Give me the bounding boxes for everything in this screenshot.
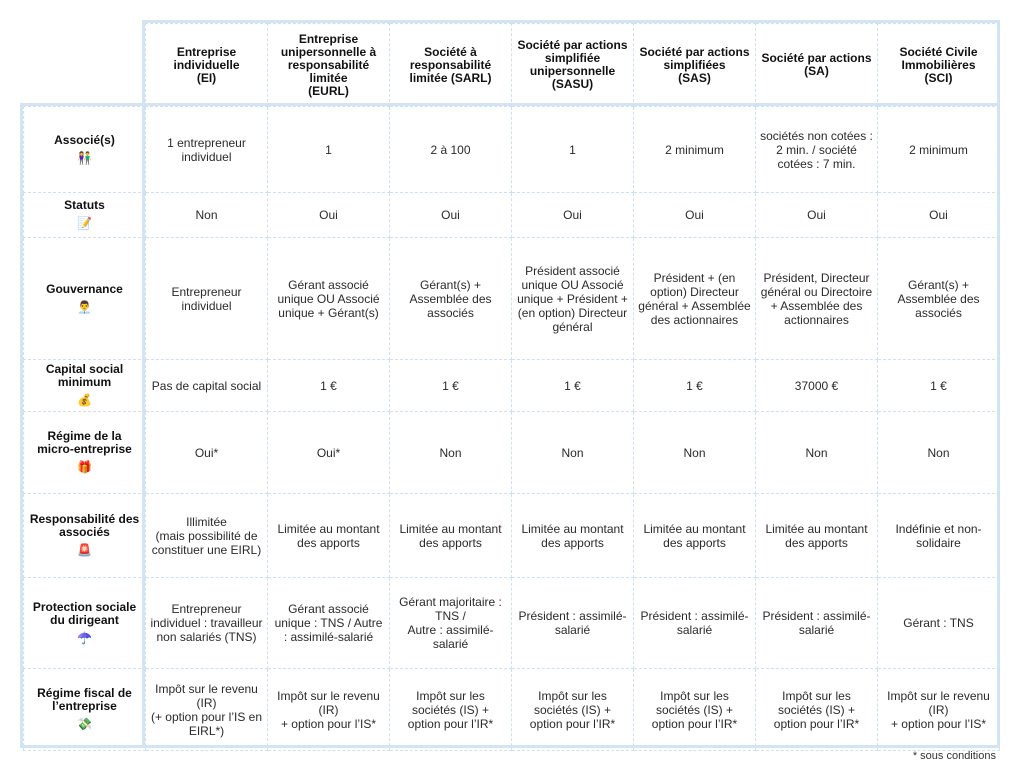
memo-icon: 📝 [77, 216, 92, 230]
cell-capital-social-sasu: 1 € [512, 360, 634, 412]
cell-micro-entreprise-sasu: Non [512, 412, 634, 494]
cell-associes-sci: 2 minimum [878, 107, 1000, 193]
cell-responsabilite-eurl: Limitée au montant des apports [268, 494, 390, 578]
cell-regime-fiscal-sas: Impôt sur les sociétés (IS) + option pour l’IR* [634, 669, 756, 751]
cell-regime-fiscal-eurl: Impôt sur le revenu (IR) + option pour l’IS* [268, 669, 390, 751]
row-label: Protection sociale du dirigeant [32, 599, 137, 627]
cell-responsabilite-sas: Limitée au montant des apports [634, 494, 756, 578]
corner-cell [24, 24, 146, 107]
row-label: Capital social minimum [45, 362, 124, 389]
cell-protection-sociale-sci: Gérant : TNS [878, 578, 1000, 669]
cell-associes-ei: 1 entrepreneur individuel [146, 107, 268, 193]
cell-regime-fiscal-sasu: Impôt sur les sociétés (IS) + option pour l’IR* [512, 669, 634, 751]
cell-associes-sasu: 1 [512, 107, 634, 193]
cell-micro-entreprise-sarl: Non [390, 412, 512, 494]
cell-capital-social-sas: 1 € [634, 360, 756, 412]
table-row-micro-entreprise [24, 412, 1000, 494]
header-row [24, 24, 1000, 107]
cell-responsabilite-sa: Limitée au montant des apports [756, 494, 878, 578]
cell-gouvernance-ei: Entrepreneur individuel [146, 238, 268, 360]
cell-protection-sociale-eurl: Gérant associé unique : TNS / Autre : assimilé-salarié [268, 578, 390, 669]
gift-icon: 🎁 [77, 460, 92, 474]
cell-gouvernance-eurl: Gérant associé unique OU Associé unique + Gérant(s) [268, 238, 390, 360]
cell-regime-fiscal-sci: Impôt sur le revenu (IR) + option pour l’IS* [878, 669, 1000, 751]
cell-associes-sarl: 2 à 100 [390, 107, 512, 193]
cell-statuts-sarl: Oui [390, 193, 512, 238]
cell-capital-social-sa: 37000 € [756, 360, 878, 412]
row-label: Statuts [64, 198, 105, 212]
cell-capital-social-eurl: 1 € [268, 360, 390, 412]
cell-associes-sas: 2 minimum [634, 107, 756, 193]
row-label: Gouvernance [46, 281, 123, 296]
table-row-responsabilite [24, 494, 1000, 578]
column-header-sa: Société par actions (SA) [756, 24, 878, 107]
cell-statuts-sas: Oui [634, 193, 756, 238]
column-header-ei: Entreprise individuelle (EI) [146, 24, 268, 107]
table-row-statuts [24, 193, 1000, 238]
row-header-responsabilite [24, 494, 146, 578]
cell-responsabilite-sasu: Limitée au montant des apports [512, 494, 634, 578]
row-label: Régime de la micro-entreprise [37, 429, 132, 456]
cell-gouvernance-sasu: Président associé unique OU Associé unique + Président + (en option) Directeur général [512, 238, 634, 360]
money-bag-icon: 💰 [77, 393, 92, 407]
footnote: * sous conditions [912, 750, 996, 762]
cell-protection-sociale-sasu: Président : assimilé-salarié [512, 578, 634, 669]
cell-gouvernance-sa: Président, Directeur général ou Directoire + Assemblée des actionnaires [756, 238, 878, 360]
cell-regime-fiscal-sarl: Impôt sur les sociétés (IS) + option pour l’IR* [390, 669, 512, 751]
row-header-associes [24, 107, 146, 193]
column-header-eurl: Entreprise unipersonnelle à responsabilité limitée (EURL) [268, 24, 390, 107]
cell-micro-entreprise-sci: Non [878, 412, 1000, 494]
row-label: Responsabilité des associés [29, 512, 140, 539]
cell-responsabilite-sarl: Limitée au montant des apports [390, 494, 512, 578]
column-header-sasu: Société par actions simplifiée unipersonnelle (SASU) [512, 24, 634, 107]
cell-associes-eurl: 1 [268, 107, 390, 193]
cell-gouvernance-sci: Gérant(s) + Assemblée des associés [878, 238, 1000, 360]
cell-associes-sa: sociétés non cotées : 2 min. / société cotées : 7 min. [756, 107, 878, 193]
cell-micro-entreprise-ei: Oui* [146, 412, 268, 494]
siren-icon: 🚨 [77, 543, 92, 557]
cell-responsabilite-sci: Indéfinie et non-solidaire [878, 494, 1000, 578]
row-label: Associé(s) [54, 132, 115, 147]
column-header-sci: Société Civile Immobilières (SCI) [878, 24, 1000, 107]
cell-regime-fiscal-ei: Impôt sur le revenu (IR) (+ option pour l’IS en EIRL*) [146, 669, 268, 751]
umbrella-icon: ☂️ [77, 630, 92, 645]
cell-protection-sociale-ei: Entrepreneur individuel : travailleur non salariés (TNS) [146, 578, 268, 669]
cell-micro-entreprise-sa: Non [756, 412, 878, 494]
table-row-regime-fiscal [24, 669, 1000, 751]
cell-statuts-eurl: Oui [268, 193, 390, 238]
cell-micro-entreprise-sas: Non [634, 412, 756, 494]
column-header-sarl: Société à responsabilité limitée (SARL) [390, 24, 512, 107]
table-row-gouvernance [24, 238, 1000, 360]
cell-capital-social-sarl: 1 € [390, 360, 512, 412]
table-row-associes [24, 107, 1000, 193]
row-header-micro-entreprise [24, 412, 146, 494]
cell-protection-sociale-sarl: Gérant majoritaire : TNS / Autre : assimilé-salarié [390, 578, 512, 669]
cell-regime-fiscal-sa: Impôt sur les sociétés (IS) + option pour l’IR* [756, 669, 878, 751]
cell-statuts-sci: Oui [878, 193, 1000, 238]
table-row-protection-sociale [24, 578, 1000, 669]
cell-gouvernance-sarl: Gérant(s) + Assemblée des associés [390, 238, 512, 360]
cell-capital-social-ei: Pas de capital social [146, 360, 268, 412]
row-header-regime-fiscal [24, 669, 146, 751]
cell-protection-sociale-sa: Président : assimilé-salarié [756, 578, 878, 669]
row-header-protection-sociale [24, 578, 146, 669]
row-header-capital-social [24, 360, 146, 412]
column-header-sas: Société par actions simplifiées (SAS) [634, 24, 756, 107]
cell-responsabilite-ei: Illimitée (mais possibilité de constituer une EIRL) [146, 494, 268, 578]
comparison-table [23, 23, 1000, 751]
cell-protection-sociale-sas: Président : assimilé-salarié [634, 578, 756, 669]
cell-statuts-ei: Non [146, 193, 268, 238]
people-icon: 👫 [77, 150, 92, 165]
cell-gouvernance-sas: Président + (en option) Directeur général + Assemblée des actionnaires [634, 238, 756, 360]
row-header-statuts [24, 193, 146, 238]
money-wings-icon: 💸 [77, 717, 92, 731]
manager-icon: 👨‍💼 [77, 299, 92, 314]
cell-statuts-sasu: Oui [512, 193, 634, 238]
table-row-capital-social [24, 360, 1000, 412]
cell-micro-entreprise-eurl: Oui* [268, 412, 390, 494]
row-header-gouvernance [24, 238, 146, 360]
cell-capital-social-sci: 1 € [878, 360, 1000, 412]
row-label: Régime fiscal de l’entreprise [37, 686, 132, 713]
cell-statuts-sa: Oui [756, 193, 878, 238]
